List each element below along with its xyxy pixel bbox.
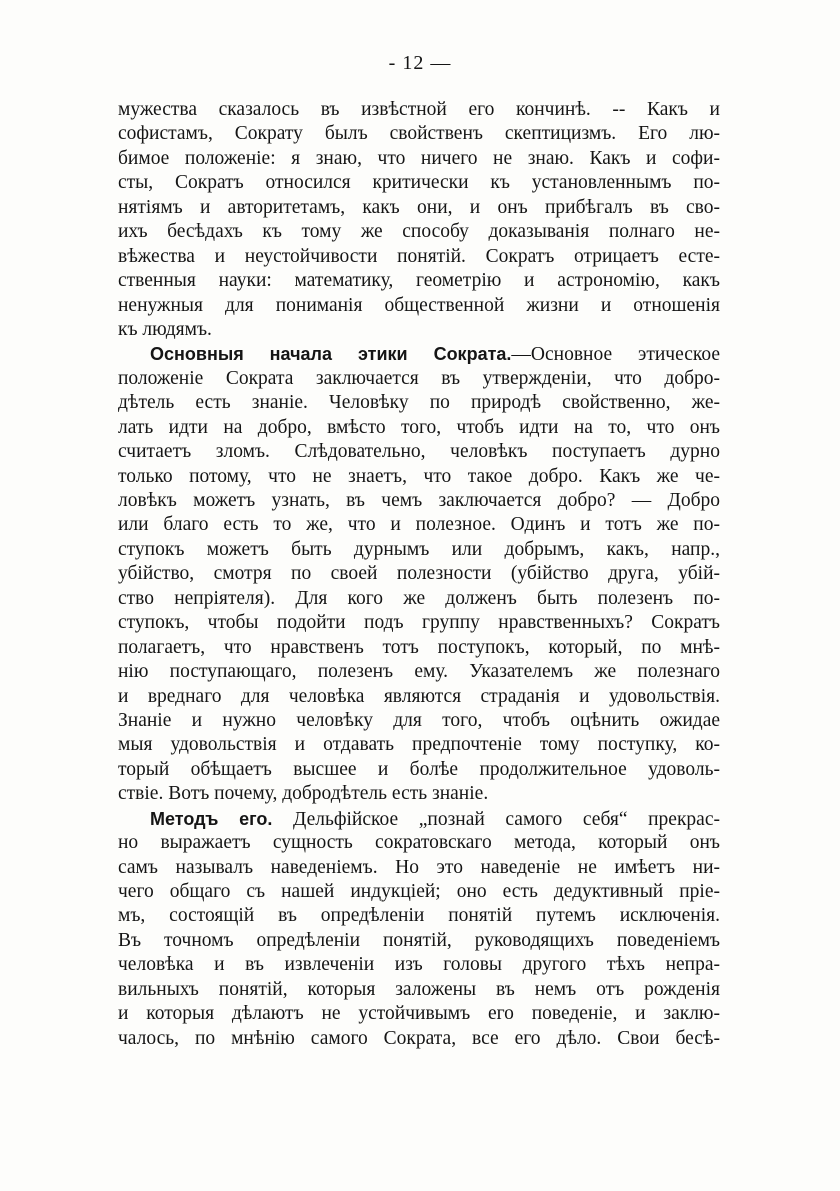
text-line-with-heading bbox=[118, 807, 720, 831]
text-line: къ людямъ. bbox=[118, 318, 212, 340]
paragraph-method bbox=[118, 807, 720, 1051]
paragraph-scepticism bbox=[118, 98, 720, 342]
text-line: убійство, смотря по своей полезности (убійство друга, убій- bbox=[118, 563, 720, 585]
text-line: вѣжества и неустойчивости понятій. Сократъ отрицаетъ есте- bbox=[118, 245, 720, 267]
text-line: бимое положеніе: я знаю, что ничего не знаю. Какъ и софи- bbox=[118, 147, 720, 169]
text-line-with-heading bbox=[118, 342, 720, 366]
text-line: нятіямъ и авторитетамъ, какъ они, и онъ прибѣгалъ въ сво- bbox=[118, 196, 720, 218]
text-line: мыя удовольствія и отдавать предпочтеніе тому поступку, ко- bbox=[118, 734, 720, 756]
text-line: ствіе. Вотъ почему, добродѣтель есть знаніе. bbox=[118, 783, 489, 805]
text-line: ство непріятеля). Для кого же долженъ быть полезенъ по- bbox=[118, 587, 720, 609]
text-line: ступокъ можетъ быть дурнымъ или добрымъ, какъ, напр., bbox=[118, 538, 720, 560]
text-line: только потому, что не знаетъ, что такое добро. Какъ же че- bbox=[118, 465, 720, 487]
text-line: и которыя дѣлаютъ не устойчивымъ его поведеніе, и заклю- bbox=[118, 1003, 720, 1025]
text-line: лать идти на добро, вмѣсто того, чтобъ идти на то, что онъ bbox=[118, 416, 720, 438]
text-line: чалось, по мнѣнію самого Сократа, все его дѣло. Свои бесѣ- bbox=[118, 1027, 720, 1049]
heading-line-tail: —Основное этическое bbox=[511, 344, 721, 366]
section-heading-method: Методъ его. bbox=[150, 808, 273, 829]
text-line: нію поступающаго, полезенъ ему. Указателемъ же полезнаго bbox=[118, 661, 720, 683]
text-line: ихъ бесѣдахъ къ тому же способу доказыванія полнаго не- bbox=[118, 221, 720, 243]
text-line: положеніе Сократа заключается въ утвержденіи, что добро- bbox=[118, 367, 720, 389]
text-line: человѣка и въ извлеченіи изъ головы другого тѣхъ непра- bbox=[118, 954, 720, 976]
text-line: вильныхъ понятій, которыя заложены въ немъ отъ рожденія bbox=[118, 978, 720, 1000]
heading-line-tail: Дельфійское „познай самого себя“ прекрас- bbox=[272, 808, 720, 830]
text-line: ненужныя для пониманія общественной жизни и отношенія bbox=[118, 294, 720, 316]
section-heading-ethics: Основныя начала этики Сократа. bbox=[150, 344, 512, 365]
text-line: полагаетъ, что нравственъ тотъ поступокъ, который, по мнѣ- bbox=[118, 636, 720, 658]
text-line: или благо есть то же, что и полезное. Одинъ и тотъ же по- bbox=[118, 514, 720, 536]
text-line: самъ называлъ наведеніемъ. Но это наведеніе не имѣетъ ни- bbox=[118, 856, 720, 878]
text-line: чего общаго съ нашей индукціей; оно есть дедуктивный пріе- bbox=[118, 881, 720, 902]
text-line: ственныя науки: математику, геометрію и астрономію, какъ bbox=[118, 270, 720, 292]
text-line: и вреднаго для человѣка являются страданія и удовольствія. bbox=[118, 685, 720, 707]
body-text bbox=[118, 98, 720, 1051]
text-line: дѣтель есть знаніе. Человѣку по природѣ свойственно, же- bbox=[118, 392, 720, 414]
text-line: мужества сказалось въ извѣстной его кончинѣ. -- Какъ и bbox=[118, 99, 720, 120]
text-line: Въ точномъ опредѣленіи понятій, руководящихъ поведеніемъ bbox=[118, 929, 720, 951]
text-line: но выражаетъ сущность сократовскаго метода, который онъ bbox=[118, 832, 720, 854]
text-line: софистамъ, Сократу былъ свойственъ скептицизмъ. Его лю- bbox=[118, 123, 720, 145]
text-line: сты, Сократъ относился критически къ установленнымъ по- bbox=[118, 172, 720, 194]
text-line: мъ, состоящій въ опредѣленіи понятій путемъ исключенія. bbox=[118, 905, 720, 927]
text-line: считаетъ зломъ. Слѣдовательно, человѣкъ поступаетъ дурно bbox=[118, 441, 720, 463]
text-line: Знаніе и нужно человѣку для того, чтобъ оцѣнить ожидае bbox=[118, 709, 720, 731]
page-number: - 12 — bbox=[388, 52, 452, 74]
text-line: ловѣкъ можетъ узнать, въ чемъ заключается добро? — Добро bbox=[118, 490, 720, 511]
text-line: ступокъ, чтобы подойти подъ группу нравственныхъ? Сократъ bbox=[118, 612, 720, 634]
paragraph-ethics bbox=[118, 342, 720, 806]
text-line: торый обѣщаетъ высшее и болѣе продолжительное удоволь- bbox=[118, 758, 720, 780]
